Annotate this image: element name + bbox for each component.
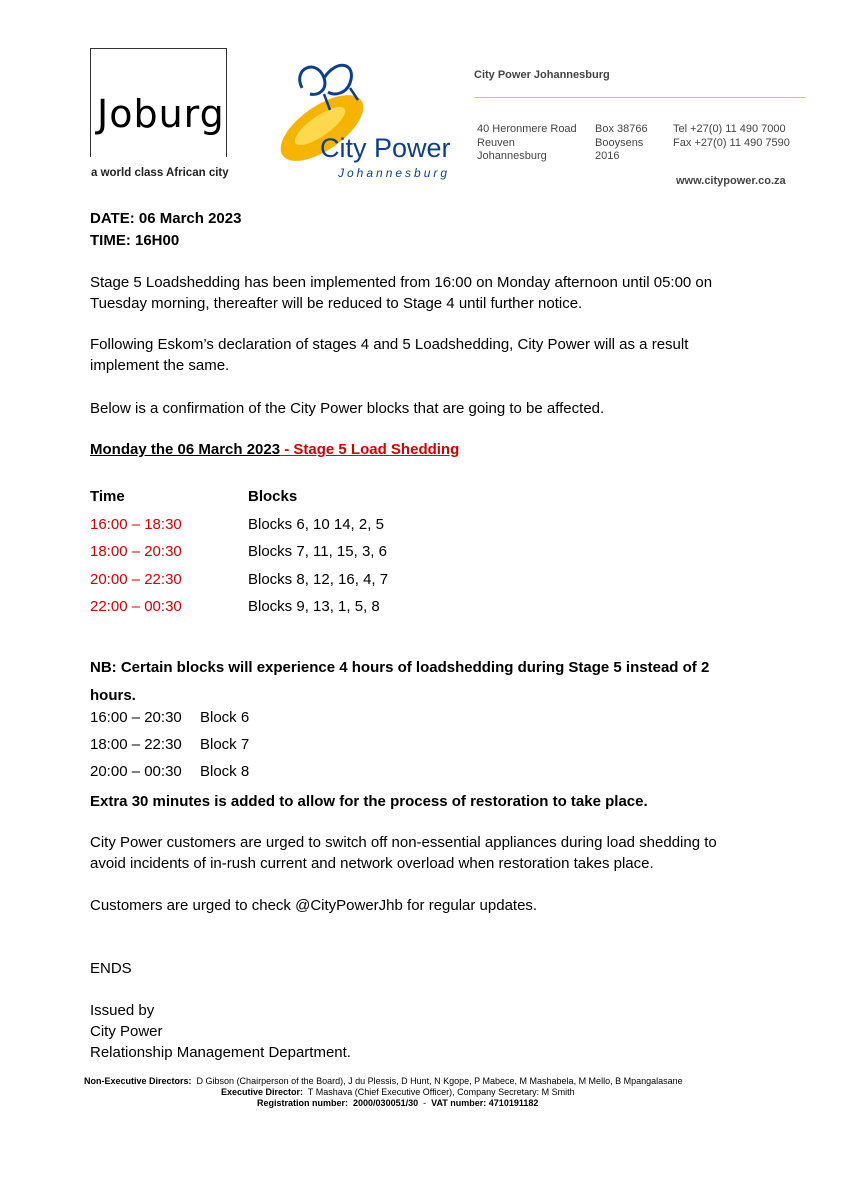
footer-executive-director: Executive Director: T Mashava (Chief Executive Officer), Company Secretary: M Smith: [221, 1087, 575, 1097]
joburg-logo: Joburg: [97, 92, 225, 136]
extended-block: Block 7: [200, 736, 250, 753]
extended-time: 20:00 – 00:30: [90, 763, 182, 780]
street-address: 40 Heronmere Road Reuven Johannesburg: [477, 123, 577, 162]
table-header-blocks: Blocks: [248, 488, 298, 505]
schedule-heading-stage: - Stage 5 Load Shedding: [280, 441, 460, 458]
schedule-time: 16:00 – 18:30: [90, 516, 182, 533]
schedule-time: 22:00 – 00:30: [90, 598, 182, 615]
extended-time: 16:00 – 20:30: [90, 709, 182, 726]
joburg-tagline: a world class African city: [91, 167, 229, 179]
paragraph-implementation: Stage 5 Loadshedding has been implemented from 16:00 on Monday afternoon until 05:00 on Tuesday morning, thereafter will be reduced to Stage 4 until further notice.: [90, 274, 713, 312]
phone-number: Tel +27(0) 11 490 7000: [673, 123, 786, 135]
postal-address: Box 38766 Booysens 2016: [595, 123, 648, 162]
contact-numbers: [673, 123, 790, 150]
footer-non-executive-directors: Non-Executive Directors: D Gibson (Chairperson of the Board), J du Plessis, D Hunt, N Kgope, P Mabece, M Mashabela, M Mello, B Mpangalasane: [84, 1076, 683, 1086]
schedule-blocks: Blocks 6, 10 14, 2, 5: [248, 516, 384, 533]
city-power-logo-name: City Power: [320, 133, 451, 163]
schedule-heading: [90, 439, 770, 460]
city-power-logo-city: Johannesburg: [338, 166, 451, 180]
schedule-blocks: Blocks 7, 11, 15, 3, 6: [248, 543, 387, 560]
time-line: TIME: 16H00: [90, 232, 180, 249]
schedule-heading-day: Monday the 06 March 2023: [90, 441, 281, 458]
paragraph-appliances: City Power customers are urged to switch off non-essential appliances during load shedding to avoid incidents of in-rush current and network overload when restoration takes place.: [90, 834, 717, 872]
website-link[interactable]: www.citypower.co.za: [676, 175, 786, 187]
ends-marker: ENDS: [90, 960, 132, 977]
fax-number: Fax +27(0) 11 490 7590: [673, 136, 790, 149]
nb-note: NB: Certain blocks will experience 4 hours of loadshedding during Stage 5 instead of 2 hours.: [90, 659, 710, 704]
schedule-time: 18:00 – 20:30: [90, 543, 182, 560]
issued-by-block: Issued by City Power Relationship Management Department.: [90, 1002, 351, 1061]
footer-registration: Registration number: 2000/030051/30 - VAT number: 4710191182: [257, 1098, 539, 1108]
table-header-time: Time: [90, 488, 125, 505]
paragraph-eskom: Following Eskom’s declaration of stages 4 and 5 Loadshedding, City Power will as a result implement the same.: [90, 336, 689, 374]
date-line: DATE: 06 March 2023: [90, 210, 242, 227]
header-divider: [474, 97, 806, 98]
company-name: City Power Johannesburg: [474, 69, 610, 81]
extended-block: Block 8: [200, 763, 250, 780]
extended-time: 18:00 – 22:30: [90, 736, 182, 753]
schedule-blocks: Blocks 9, 13, 1, 5, 8: [248, 598, 380, 615]
paragraph-updates: Customers are urged to check @CityPowerJhb for regular updates.: [90, 897, 538, 914]
extended-block: Block 6: [200, 709, 250, 726]
schedule-blocks: Blocks 8, 12, 16, 4, 7: [248, 571, 389, 588]
paragraph-confirmation: Below is a confirmation of the City Power blocks that are going to be affected.: [90, 400, 605, 417]
schedule-time: 20:00 – 22:30: [90, 571, 182, 588]
extra-time-note: Extra 30 minutes is added to allow for the process of restoration to take place.: [90, 793, 648, 810]
